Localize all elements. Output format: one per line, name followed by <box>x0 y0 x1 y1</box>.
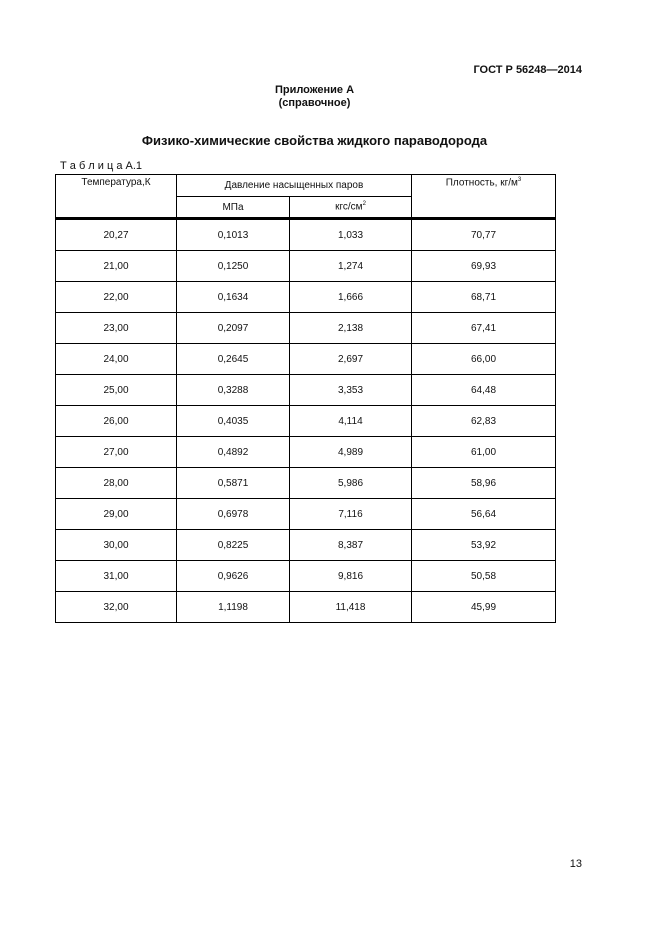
cell-pressure-kgs: 8,387 <box>290 530 412 561</box>
cell-pressure-mpa: 1,1198 <box>177 592 290 623</box>
cell-density: 45,99 <box>412 592 556 623</box>
cell-pressure-kgs: 2,697 <box>290 344 412 375</box>
cell-temperature: 28,00 <box>56 468 177 499</box>
header-kgs-label: кгс/см <box>335 201 363 213</box>
cell-pressure-kgs: 9,816 <box>290 561 412 592</box>
table-row <box>56 313 556 344</box>
header-density <box>412 175 556 219</box>
cell-pressure-kgs: 2,138 <box>290 313 412 344</box>
page-number: 13 <box>569 858 582 870</box>
cell-temperature: 26,00 <box>56 406 177 437</box>
document-standard-code: ГОСТ Р 56248—2014 <box>473 64 582 76</box>
cell-pressure-kgs: 1,274 <box>290 251 412 282</box>
cell-density: 50,58 <box>412 561 556 592</box>
cell-density: 62,83 <box>412 406 556 437</box>
cell-density: 61,00 <box>412 437 556 468</box>
cell-pressure-mpa: 0,1013 <box>177 219 290 251</box>
cell-temperature: 27,00 <box>56 437 177 468</box>
appendix-header <box>0 84 629 110</box>
cell-temperature: 21,00 <box>56 251 177 282</box>
table-row <box>56 499 556 530</box>
table-row <box>56 561 556 592</box>
table-row <box>56 406 556 437</box>
cell-pressure-kgs: 1,666 <box>290 282 412 313</box>
cell-density: 67,41 <box>412 313 556 344</box>
cell-density: 53,92 <box>412 530 556 561</box>
cell-pressure-kgs: 4,114 <box>290 406 412 437</box>
table-row <box>56 437 556 468</box>
appendix-title: Приложение А <box>274 84 355 96</box>
table-row <box>56 282 556 313</box>
cell-density: 58,96 <box>412 468 556 499</box>
cell-pressure-mpa: 0,5871 <box>177 468 290 499</box>
cell-pressure-mpa: 0,3288 <box>177 375 290 406</box>
cell-density: 69,93 <box>412 251 556 282</box>
cell-temperature: 30,00 <box>56 530 177 561</box>
cell-pressure-kgs: 3,353 <box>290 375 412 406</box>
table-row <box>56 530 556 561</box>
cell-temperature: 31,00 <box>56 561 177 592</box>
cell-pressure-kgs: 4,989 <box>290 437 412 468</box>
table-container <box>55 174 556 623</box>
header-density-sup: 3 <box>517 177 522 183</box>
appendix-subtitle: (справочное) <box>278 97 351 109</box>
cell-pressure-mpa: 0,8225 <box>177 530 290 561</box>
table-row <box>56 592 556 623</box>
page-title: Физико-химические свойства жидкого параводорода <box>141 133 488 148</box>
cell-temperature: 23,00 <box>56 313 177 344</box>
header-pressure: Давление насыщенных паров <box>177 175 412 197</box>
cell-pressure-mpa: 0,9626 <box>177 561 290 592</box>
cell-pressure-kgs: 7,116 <box>290 499 412 530</box>
table-row <box>56 375 556 406</box>
header-temperature: Температура,К <box>56 175 177 219</box>
table-row <box>56 251 556 282</box>
header-mpa: МПа <box>177 197 290 219</box>
table-body <box>56 219 556 623</box>
cell-pressure-mpa: 0,4035 <box>177 406 290 437</box>
cell-temperature: 32,00 <box>56 592 177 623</box>
cell-pressure-mpa: 0,2097 <box>177 313 290 344</box>
table-row <box>56 344 556 375</box>
cell-temperature: 29,00 <box>56 499 177 530</box>
cell-pressure-kgs: 5,986 <box>290 468 412 499</box>
cell-density: 66,00 <box>412 344 556 375</box>
cell-density: 56,64 <box>412 499 556 530</box>
cell-density: 68,71 <box>412 282 556 313</box>
cell-density: 70,77 <box>412 219 556 251</box>
header-density-label: Плотность, кг/м <box>445 177 518 189</box>
cell-pressure-kgs: 1,033 <box>290 219 412 251</box>
cell-pressure-mpa: 0,4892 <box>177 437 290 468</box>
header-kgs-sup: 2 <box>362 201 366 208</box>
cell-temperature: 22,00 <box>56 282 177 313</box>
cell-pressure-mpa: 0,1250 <box>177 251 290 282</box>
cell-temperature: 25,00 <box>56 375 177 406</box>
header-kgs <box>290 197 412 219</box>
cell-pressure-mpa: 0,1634 <box>177 282 290 313</box>
cell-pressure-mpa: 0,2645 <box>177 344 290 375</box>
table-label: Т а б л и ц а А.1 <box>60 160 143 172</box>
properties-table <box>55 174 556 623</box>
cell-pressure-mpa: 0,6978 <box>177 499 290 530</box>
cell-pressure-kgs: 11,418 <box>290 592 412 623</box>
table-row <box>56 468 556 499</box>
table-row <box>56 219 556 251</box>
cell-density: 64,48 <box>412 375 556 406</box>
cell-temperature: 24,00 <box>56 344 177 375</box>
cell-temperature: 20,27 <box>56 219 177 251</box>
